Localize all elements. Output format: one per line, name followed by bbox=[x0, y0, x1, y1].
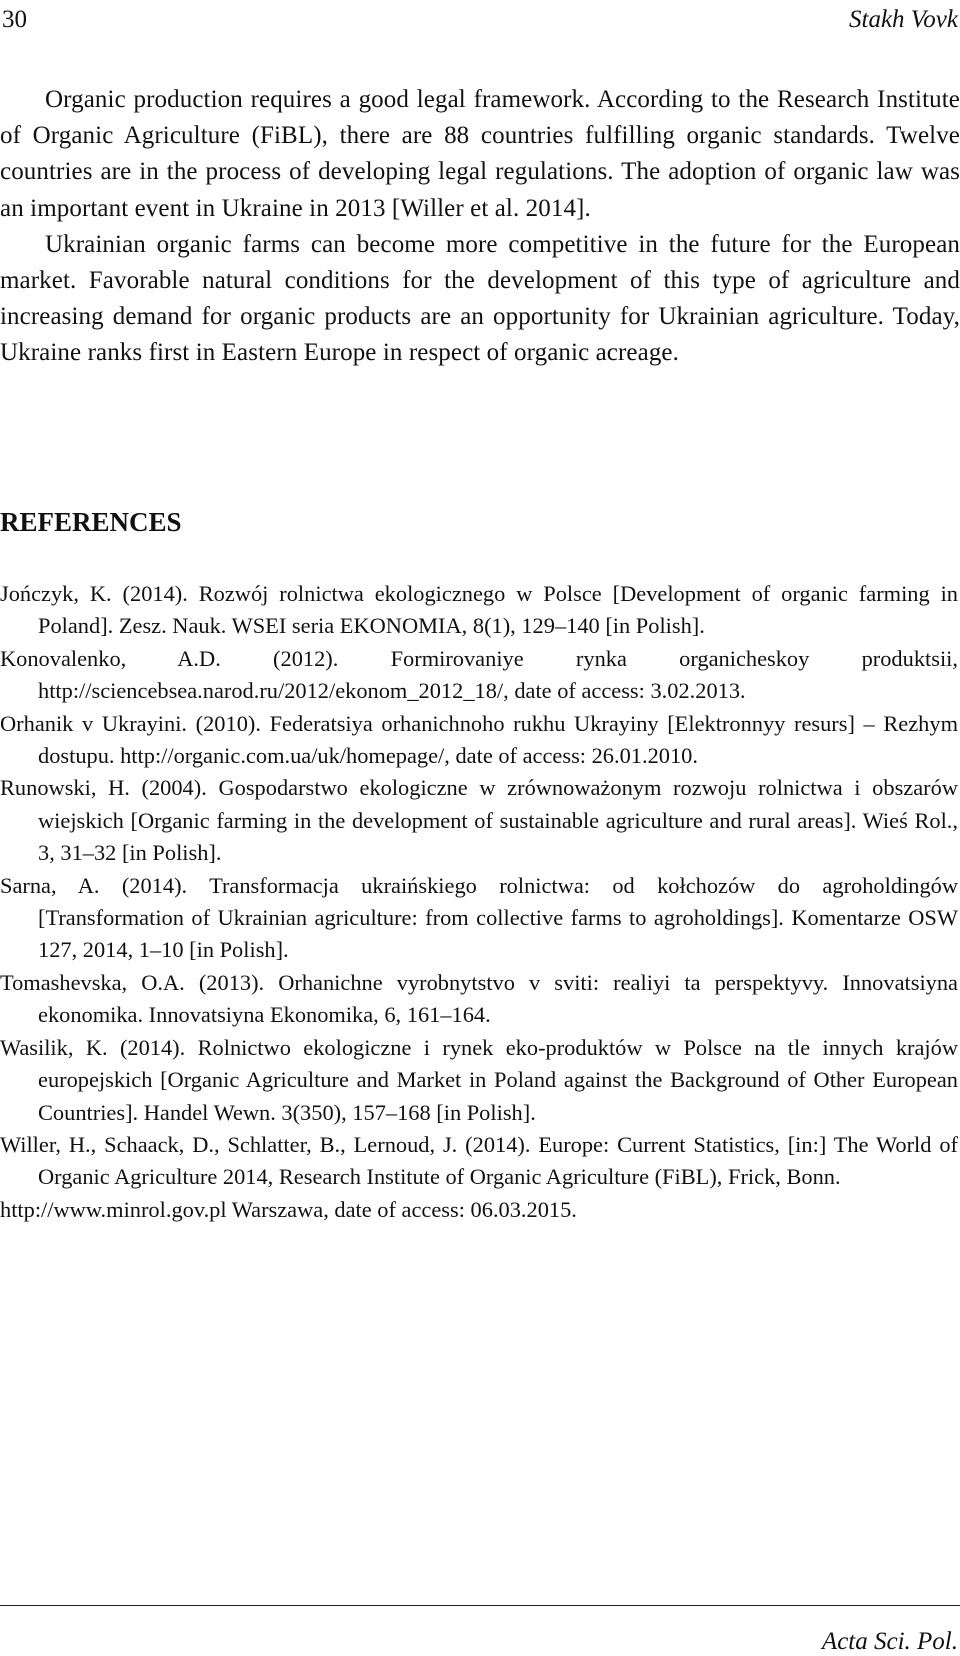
reference-item: Konovalenko, A.D. (2012). Formirovaniye rynka organicheskoy produktsii, http://sciencebsea.narod.ru/2012/ekonom_2012_18/, date of access: 3.02.2013. bbox=[0, 645, 958, 704]
reference-item: Tomashevska, O.A. (2013). Orhanichne vyrobnytstvo v sviti: realiyi ta perspektyvy. Innovatsiyna ekonomika. Innovatsiyna Ekonomika, 6, 161–164. bbox=[0, 969, 958, 1028]
reference-item: Sarna, A. (2014). Transformacja ukraińskiego rolnictwa: od kołchozów do agroholdingów [Transformation of Ukrainian agriculture: from collective farms to agroholdings]. Komentarze OSW 127, 2014, 1–10 [in Polish]. bbox=[0, 872, 958, 963]
page-number: 30 bbox=[2, 6, 27, 33]
paragraph: Organic production requires a good legal framework. According to the Research Institute of Organic Agriculture (FiBL), there are 88 countries fulfilling organic standards. Twelve countries are in the process of developing legal regulations. The adoption of organic law was an important event in Ukraine in 2013 [Willer et al. 2014]. bbox=[0, 86, 960, 222]
reference-item: Jończyk, K. (2014). Rozwój rolnictwa ekologicznego w Polsce [Development of organic farming in Poland]. Zesz. Nauk. WSEI seria EKONOMIA, 8(1), 129–140 [in Polish]. bbox=[0, 581, 958, 639]
footer-rule bbox=[0, 1605, 960, 1606]
reference-list bbox=[0, 578, 958, 1226]
reference-item: http://www.minrol.gov.pl Warszawa, date of access: 06.03.2015. bbox=[0, 1196, 577, 1222]
reference-item: Runowski, H. (2004). Gospodarstwo ekologiczne w zrównoważonym rozwoju rolnictwa i obszarów wiejskich [Organic farming in the development of sustainable agriculture and rural areas]. Wieś Rol., 3, 31–32 [in Polish]. bbox=[0, 775, 958, 866]
page-header bbox=[0, 2, 960, 38]
reference-item: Wasilik, K. (2014). Rolnictwo ekologiczne i rynek eko-produktów w Polsce na tle innych krajów europejskich [Organic Agriculture and Market in Poland against the Background of Other European Countries]. Handel Wewn. 3(350), 157–168 [in Polish]. bbox=[0, 1034, 958, 1125]
footer-journal: Acta Sci. Pol. bbox=[821, 1628, 958, 1655]
paragraph: Ukrainian organic farms can become more competitive in the future for the European market. Favorable natural conditions for the development of this type of agriculture and increasing demand for organic products are an opportunity for Ukrainian agriculture. Today, Ukraine ranks first in Eastern Europe in respect of organic acreage. bbox=[0, 230, 960, 367]
reference-item: Orhanik v Ukrayini. (2010). Federatsiya orhanichnoho rukhu Ukrayiny [Elektronnyy resurs] – Rezhym dostupu. http://organic.com.ua/uk/homepage/, date of access: 26.01.2010. bbox=[0, 710, 958, 769]
references-heading: REFERENCES bbox=[0, 507, 182, 537]
reference-item: Willer, H., Schaack, D., Schlatter, B., Lernoud, J. (2014). Europe: Current Statistics, [in:] The World of Organic Agriculture 2014, Research Institute of Organic Agriculture (FiBL), Frick, Bonn. bbox=[0, 1131, 958, 1190]
body-text bbox=[0, 82, 960, 372]
running-author: Stakh Vovk bbox=[849, 6, 958, 33]
